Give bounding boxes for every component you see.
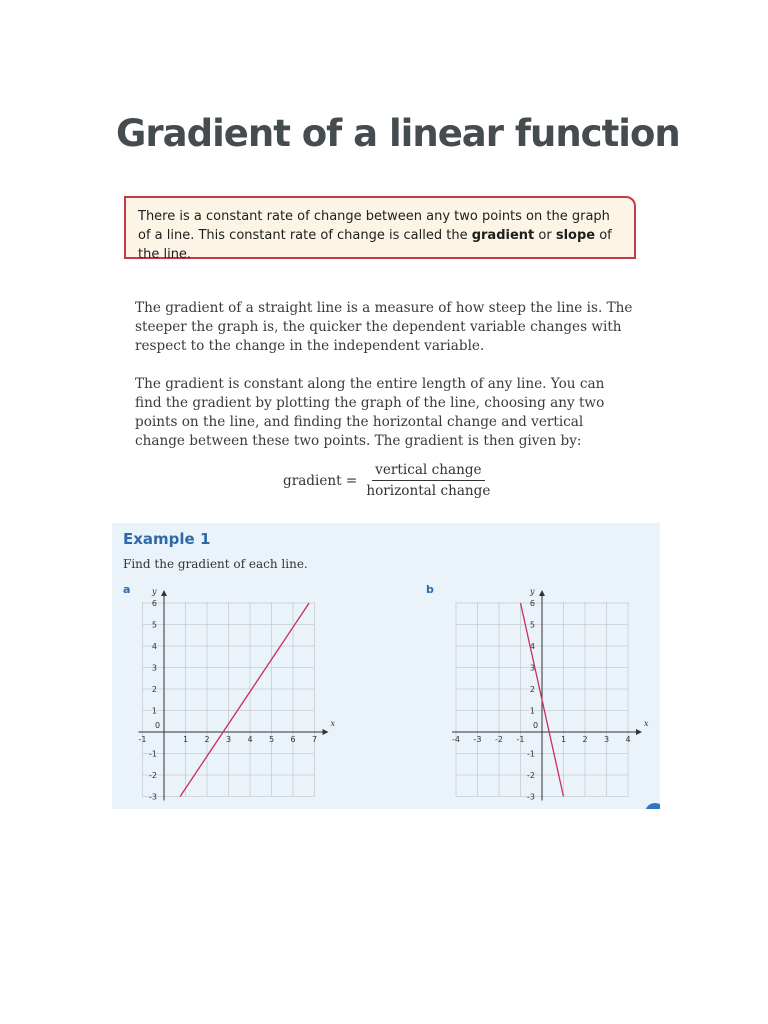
graph-b-x-tick-label: -4 bbox=[452, 735, 460, 744]
definition-term-slope: slope bbox=[555, 228, 596, 243]
graph-a-y-tick-label: 1 bbox=[151, 706, 157, 716]
graph-a-x-tick-label: 6 bbox=[290, 735, 296, 744]
graph-a-x-tick-label: 7 bbox=[311, 735, 318, 744]
graph-b-x-tick-label: -3 bbox=[473, 735, 482, 744]
graph-a-x-arrow bbox=[323, 729, 329, 735]
graph-b-y-tick-label: 1 bbox=[529, 706, 535, 716]
graph-b-origin-label: 0 bbox=[533, 721, 539, 730]
graph-b-x-arrow bbox=[636, 729, 642, 735]
graph-b-x-tick-label: 4 bbox=[625, 735, 631, 744]
graph-b-x-tick-label: 2 bbox=[582, 735, 588, 744]
graph-a-x-tick-label: 2 bbox=[204, 735, 210, 744]
formula-lhs: gradient = bbox=[283, 472, 358, 489]
graph-a-y-tick-label: 3 bbox=[151, 663, 157, 673]
graph-a-y-tick-label: 4 bbox=[151, 642, 157, 651]
graph-a-y-arrow bbox=[161, 590, 167, 596]
paragraph-method: The gradient is constant along the entire length of any line. You can find the gradient by plotting the graph of the line, choosing any two points on the line, and finding the horizontal change and vertical change between these two points. The gradient is then given by: bbox=[135, 376, 605, 449]
graph-b-y-tick-label: -2 bbox=[527, 771, 535, 780]
graph-b-y-tick-label: 6 bbox=[529, 599, 535, 608]
example-title: Example 1 bbox=[123, 530, 211, 548]
definition-term-gradient: gradient bbox=[471, 228, 535, 243]
graph-a-y-tick-label: 6 bbox=[151, 599, 157, 608]
graph-a-origin-label: 0 bbox=[155, 721, 161, 730]
formula-denominator: horizontal change bbox=[366, 483, 491, 499]
graph-b-y-tick-label: -1 bbox=[527, 749, 535, 759]
gradient-formula bbox=[283, 462, 493, 499]
graph-b-y-axis-label: y bbox=[530, 587, 535, 596]
graph-b-y-tick-label: 2 bbox=[529, 685, 535, 694]
graph-a-y-tick-label: -3 bbox=[149, 792, 157, 802]
formula-fraction bbox=[363, 462, 493, 499]
definition-text-3: of the line. bbox=[138, 228, 612, 262]
example-instruction: Find the gradient of each line. bbox=[123, 557, 308, 571]
graph-b-y-tick-label: 3 bbox=[529, 663, 535, 673]
example-panel bbox=[112, 523, 660, 809]
graph-a-y-tick-label: 5 bbox=[151, 620, 157, 630]
graph-a-x-axis-label: x bbox=[330, 719, 336, 728]
graph-b-y-tick-label: 4 bbox=[529, 642, 535, 651]
graph-a-data-line bbox=[180, 603, 309, 797]
graph-a-x-tick-label: 1 bbox=[182, 735, 189, 744]
definition-text-2: or bbox=[534, 228, 556, 243]
paragraph-steepness: The gradient of a straight line is a measure of how steep the line is. The steeper the graph is, the quicker the dependent variable changes with respect to the change in the independent variable. bbox=[135, 300, 633, 354]
example-graphs bbox=[112, 523, 660, 809]
graph-a-x-tick-label: 4 bbox=[247, 735, 253, 744]
graph-a-label: a bbox=[123, 583, 131, 596]
graph-b-y-arrow bbox=[539, 590, 545, 596]
definition-box bbox=[124, 196, 636, 262]
graph-a-y-tick-label: 2 bbox=[151, 685, 157, 694]
formula-numerator: vertical change bbox=[372, 462, 484, 481]
graph-b-y-tick-label: 5 bbox=[529, 620, 535, 630]
page-title: Gradient of a linear function bbox=[116, 112, 680, 155]
graph-b-x-tick-label: -2 bbox=[495, 735, 503, 744]
graph-b-x-tick-label: -1 bbox=[516, 735, 525, 744]
graph-b-label: b bbox=[426, 583, 434, 596]
graph-b-x-axis-label: x bbox=[644, 719, 649, 728]
definition-text-1: There is a constant rate of change between any two points on the graph of a line. This constant rate of change is called the bbox=[138, 209, 610, 243]
graph-a-x-tick-label: 5 bbox=[268, 735, 275, 744]
graph-a-x-tick-label: 3 bbox=[225, 735, 232, 744]
graph-b-x-tick-label: 3 bbox=[603, 735, 610, 744]
graph-b-x-tick-label: 1 bbox=[560, 735, 567, 744]
graph-a-y-tick-label: -2 bbox=[149, 771, 157, 780]
graph-b-y-tick-label: -3 bbox=[527, 792, 535, 802]
graph-a-x-tick-label: -1 bbox=[138, 735, 147, 744]
graph-a-y-axis-label: y bbox=[152, 587, 157, 596]
graph-a-y-tick-label: -1 bbox=[149, 749, 157, 759]
